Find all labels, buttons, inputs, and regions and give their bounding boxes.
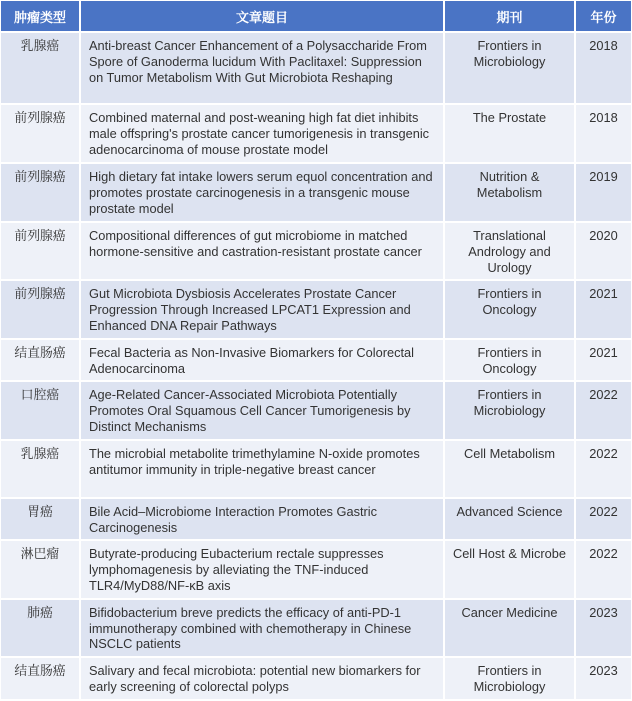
cell-year: 2021: [575, 339, 631, 382]
cell-journal: Frontiers in Oncology: [444, 280, 575, 338]
header-tumor-type: 肿瘤类型: [1, 1, 80, 32]
cell-tumor-type: 肺癌: [1, 599, 80, 657]
cell-year: 2018: [575, 32, 631, 104]
cell-tumor-type: 前列腺癌: [1, 222, 80, 280]
header-article-title: 文章题目: [80, 1, 444, 32]
table-row: [1, 32, 631, 104]
cell-title: Bifidobacterium breve predicts the efficacy of anti-PD-1 immunotherapy combined with chemotherapy in Chinese NSCLC patients: [80, 599, 444, 657]
cell-title: Fecal Bacteria as Non-Invasive Biomarkers for Colorectal Adenocarcinoma: [80, 339, 444, 382]
table-row: [1, 222, 631, 280]
cell-year: 2023: [575, 657, 631, 700]
cell-title: Butyrate-producing Eubacterium rectale suppresses lymphomagenesis by alleviating the TNF-induced TLR4/MyD88/NF-κB axis: [80, 540, 444, 598]
cell-year: 2022: [575, 498, 631, 541]
cell-tumor-type: 前列腺癌: [1, 104, 80, 163]
table-row: [1, 163, 631, 222]
cell-journal: Nutrition & Metabolism: [444, 163, 575, 222]
cell-journal: Frontiers in Microbiology: [444, 381, 575, 439]
table-header: [1, 1, 631, 32]
publication-table-container: [1, 1, 631, 701]
cell-tumor-type: 胃癌: [1, 498, 80, 541]
cell-journal: Frontiers in Oncology: [444, 339, 575, 382]
table-row: [1, 339, 631, 382]
cell-tumor-type: 前列腺癌: [1, 280, 80, 338]
header-row: [1, 1, 631, 32]
cell-year: 2020: [575, 222, 631, 280]
cell-title: Combined maternal and post-weaning high fat diet inhibits male offspring's prostate cancer tumorigenesis in transgenic adenocarcinoma of mouse prostate model: [80, 104, 444, 163]
cell-journal: Advanced Science: [444, 498, 575, 541]
cell-year: 2022: [575, 540, 631, 598]
cell-year: 2022: [575, 440, 631, 498]
cell-journal: Cell Metabolism: [444, 440, 575, 498]
cell-title: Gut Microbiota Dysbiosis Accelerates Prostate Cancer Progression Through Increased LPCAT1 Expression and Enhanced DNA Repair Pathways: [80, 280, 444, 338]
table-row: [1, 280, 631, 338]
table-row: [1, 540, 631, 598]
cell-tumor-type: 淋巴瘤: [1, 540, 80, 598]
cell-journal: Translational Andrology and Urology: [444, 222, 575, 280]
cell-year: 2021: [575, 280, 631, 338]
cell-title: High dietary fat intake lowers serum equol concentration and promotes prostate carcinogenesis in a transgenic mouse prostate model: [80, 163, 444, 222]
table-row: [1, 657, 631, 700]
cell-journal: Frontiers in Microbiology: [444, 657, 575, 700]
cell-year: 2019: [575, 163, 631, 222]
cell-journal: Cell Host & Microbe: [444, 540, 575, 598]
cell-title: Age-Related Cancer-Associated Microbiota Potentially Promotes Oral Squamous Cell Cancer Tumorigenesis by Distinct Mechanisms: [80, 381, 444, 439]
table-row: [1, 498, 631, 541]
cell-title: Bile Acid–Microbiome Interaction Promotes Gastric Carcinogenesis: [80, 498, 444, 541]
table-row: [1, 104, 631, 163]
table-row: [1, 599, 631, 657]
cell-tumor-type: 结直肠癌: [1, 657, 80, 700]
publication-table: [1, 1, 631, 701]
header-journal: 期刊: [444, 1, 575, 32]
cell-journal: The Prostate: [444, 104, 575, 163]
cell-journal: Cancer Medicine: [444, 599, 575, 657]
cell-tumor-type: 乳腺癌: [1, 440, 80, 498]
cell-tumor-type: 口腔癌: [1, 381, 80, 439]
table-row: [1, 381, 631, 439]
cell-title: Salivary and fecal microbiota: potential new biomarkers for early screening of colorectal polyps: [80, 657, 444, 700]
table-body: [1, 32, 631, 700]
cell-title: Anti-breast Cancer Enhancement of a Polysaccharide From Spore of Ganoderma lucidum With Paclitaxel: Suppression on Tumor Metabolism With Gut Microbiota Reshaping: [80, 32, 444, 104]
header-year: 年份: [575, 1, 631, 32]
cell-year: 2022: [575, 381, 631, 439]
cell-tumor-type: 结直肠癌: [1, 339, 80, 382]
cell-title: Compositional differences of gut microbiome in matched hormone-sensitive and castration-resistant prostate cancer: [80, 222, 444, 280]
cell-journal: Frontiers in Microbiology: [444, 32, 575, 104]
cell-title: The microbial metabolite trimethylamine N-oxide promotes antitumor immunity in triple-negative breast cancer: [80, 440, 444, 498]
table-row: [1, 440, 631, 498]
cell-year: 2023: [575, 599, 631, 657]
cell-tumor-type: 乳腺癌: [1, 32, 80, 104]
cell-year: 2018: [575, 104, 631, 163]
cell-tumor-type: 前列腺癌: [1, 163, 80, 222]
